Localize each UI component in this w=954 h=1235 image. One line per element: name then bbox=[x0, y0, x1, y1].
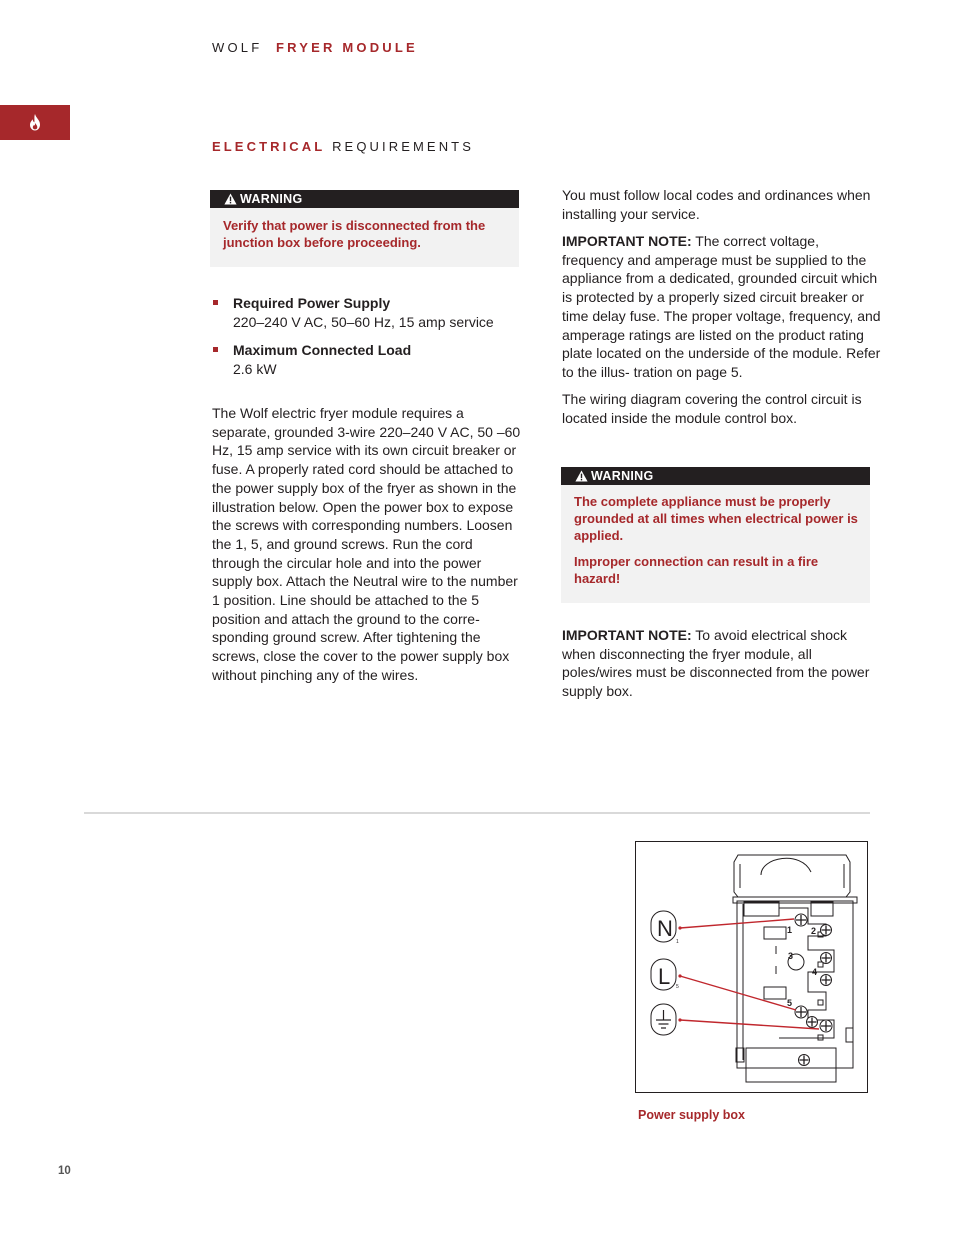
warning-message: Verify that power is disconnected from the junction box before proceeding. bbox=[223, 218, 486, 250]
note-text: To avoid electrical shock when disconnecting the fryer module, all poles/wires must be disconnected from the power supply box. bbox=[562, 627, 870, 700]
note-text: The correct voltage, frequency and amperage must be supplied to the appliance from a dedicated, grounded circuit which is protected by a properly sized circuit breaker or time delay fuse. The proper voltage, frequency, and amperage ratings are listed on the product rating plate located on the underside of the module. Refer to the illus- tration on page 5. bbox=[562, 233, 881, 380]
power-supply-box-figure bbox=[635, 841, 868, 1093]
list-item bbox=[212, 341, 522, 379]
page-number: 10 bbox=[58, 1165, 71, 1177]
terminal-label-5: 5 bbox=[787, 998, 793, 1008]
flame-icon bbox=[28, 114, 42, 131]
bullet-marker bbox=[213, 347, 218, 352]
note-label: IMPORTANT NOTE: bbox=[562, 627, 692, 643]
warning-icon bbox=[224, 193, 237, 205]
neutral-symbol bbox=[651, 911, 679, 945]
power-specs-list bbox=[212, 294, 522, 388]
warning-header bbox=[561, 467, 870, 485]
power-supply-box-illustration bbox=[636, 842, 867, 1092]
warning-text bbox=[210, 208, 519, 251]
line-wire bbox=[680, 976, 796, 1010]
terminal-screws bbox=[795, 914, 832, 1066]
section-tab bbox=[0, 105, 70, 140]
warning-message: Improper connection can result in a fire hazard! bbox=[574, 554, 819, 586]
left-column-text bbox=[212, 404, 524, 693]
terminal-box bbox=[733, 855, 857, 1082]
warning-box-grounding bbox=[561, 467, 870, 603]
product-name: FRYER MODULE bbox=[275, 40, 418, 55]
list-item bbox=[212, 294, 522, 332]
section-title-accent: ELECTRICAL bbox=[212, 139, 326, 154]
terminal-label-2: 2 bbox=[811, 926, 817, 936]
important-note-2 bbox=[562, 626, 882, 701]
line-subscript: 5 bbox=[676, 984, 679, 990]
divider bbox=[84, 812, 870, 814]
warning-box-power bbox=[210, 190, 519, 267]
installation-paragraph: The Wolf electric fryer module requires a separate, grounded 3-wire 220–240 V AC, 50 –60 Hz, 15 amp service with its own circuit breaker or fuse. A properly rated cord should be attached to the power supply box of the fryer as shown in the illustration below. Open the power box to expose the screws with corresponding numbers. Loosen the 1, 5, and ground screws. Run the cord through the circular hole and into the power supply box. Attach the Neutral wire to the number 1 position. Line should be attached to the 5 position and attach the ground to the corre- sponding ground screw. After tightening the screws, close the cover to the power supply box without pinching any of the wires. bbox=[212, 405, 521, 683]
ground-symbol bbox=[651, 1004, 676, 1035]
wiring-paragraph: The wiring diagram covering the control circuit is located inside the module control box. bbox=[562, 391, 862, 426]
neutral-subscript: 1 bbox=[676, 939, 679, 945]
note-label: IMPORTANT NOTE: bbox=[562, 233, 692, 249]
line-letter: L bbox=[658, 964, 671, 989]
spec-title: Required Power Supply bbox=[233, 295, 391, 311]
warning-message: The complete appliance must be properly grounded at all times when electrical power is applied. bbox=[574, 494, 858, 543]
important-note-1 bbox=[562, 232, 882, 382]
line-symbol bbox=[651, 959, 679, 990]
warning-label: WARNING bbox=[591, 469, 654, 483]
warning-label: WARNING bbox=[240, 192, 303, 206]
brand-name: WOLF bbox=[212, 40, 263, 55]
terminal-label-4: 4 bbox=[812, 967, 818, 977]
warning-header bbox=[210, 190, 519, 208]
right-column-note bbox=[562, 626, 882, 709]
running-header bbox=[212, 40, 418, 55]
ground-wire bbox=[680, 1020, 819, 1029]
spec-title: Maximum Connected Load bbox=[233, 342, 412, 358]
right-column-text bbox=[562, 186, 882, 436]
bullet-marker bbox=[213, 300, 218, 305]
spec-value: 220–240 V AC, 50–60 Hz, 15 amp service bbox=[233, 314, 494, 330]
warning-icon bbox=[575, 470, 588, 482]
neutral-letter: N bbox=[657, 916, 673, 941]
warning-text bbox=[561, 485, 870, 587]
terminal-label-3: 3 bbox=[788, 951, 794, 961]
spec-value: 2.6 kW bbox=[233, 361, 277, 377]
section-title bbox=[212, 139, 474, 154]
section-title-rest: REQUIREMENTS bbox=[332, 139, 474, 154]
terminal-label-1: 1 bbox=[787, 925, 793, 935]
codes-paragraph: You must follow local codes and ordinances when installing your service. bbox=[562, 187, 871, 222]
figure-caption: Power supply box bbox=[638, 1108, 745, 1122]
